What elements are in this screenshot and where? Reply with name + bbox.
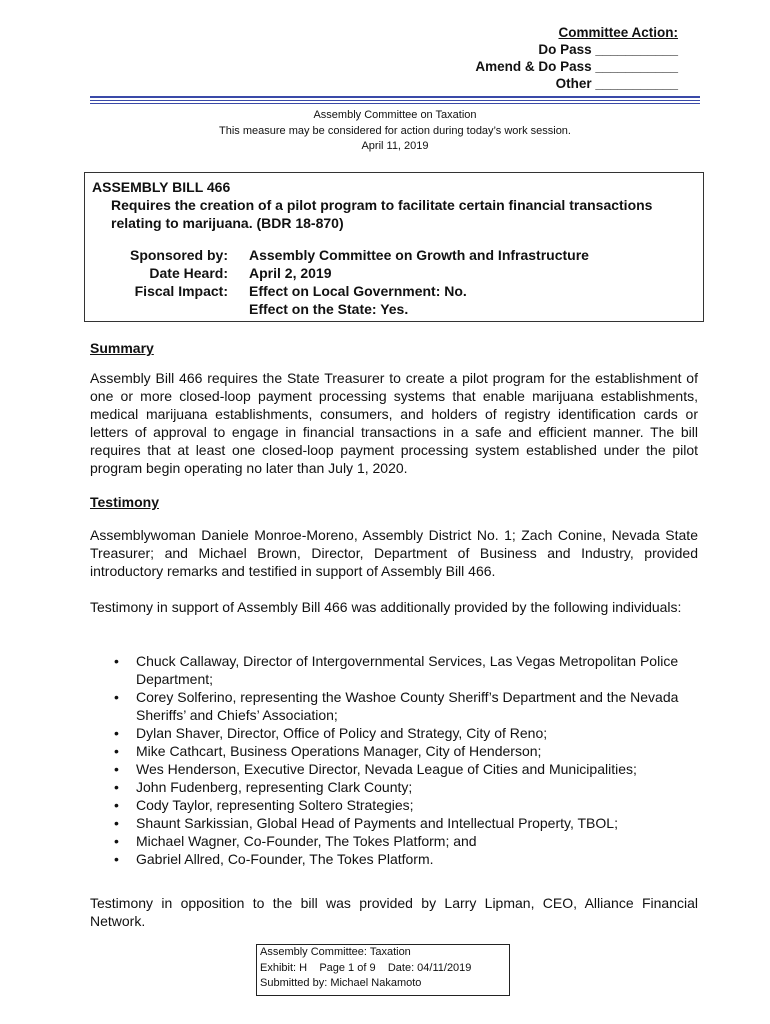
- exhibit-row: [260, 961, 506, 977]
- opposition-text: Testimony in opposition to the bill was provided by Larry Lipman, CEO, Alliance Financial Network.: [90, 895, 698, 929]
- list-item: • Michael Wagner, Co-Founder, The Tokes Platform; and: [114, 833, 477, 849]
- list-item: • John Fudenberg, representing Clark County;: [114, 779, 413, 795]
- list-item: • Wes Henderson, Executive Director, Nevada League of Cities and Municipalities;: [114, 761, 637, 777]
- exhibit-page: Page 1 of 9: [319, 961, 376, 974]
- testimony-heading: Testimony: [90, 494, 159, 510]
- summary-text: Assembly Bill 466 requires the State Treasurer to create a pilot program for the establishment of one or more closed-loop payment processing systems that enable marijuana establishments, medical marijuana establishments, consumers, and holders of registry identification cards or letters of approval to engage in financial transactions in a safe and efficient manner. The bill requires that at least one closed-loop payment processing system established under the pilot program begin operating no later than July 1, 2020.: [90, 370, 698, 476]
- list-item: • Gabriel Allred, Co-Founder, The Tokes Platform.: [114, 851, 434, 867]
- date-heard-value: April 2, 2019: [249, 265, 332, 281]
- bill-info-box: [84, 172, 704, 322]
- fiscal-impact-label: Fiscal Impact:: [134, 283, 228, 299]
- bill-number: ASSEMBLY BILL 466: [92, 179, 231, 195]
- exhibit-stamp: [256, 944, 510, 996]
- committee-action-block: [475, 24, 678, 92]
- header-rule: [90, 96, 700, 104]
- testimony-intro: Assemblywoman Daniele Monroe-Moreno, Assembly District No. 1; Zach Conine, Nevada State Treasurer; and Michael Brown, Director, Department of Business and Industry, provided introductory remarks and testified in support of Assembly Bill 466.: [90, 527, 698, 579]
- fiscal-local-value: Effect on Local Government: No.: [249, 283, 467, 299]
- sponsored-label: Sponsored by:: [129, 247, 228, 263]
- support-intro: Testimony in support of Assembly Bill 466 was additionally provided by the following individuals:: [90, 599, 682, 615]
- committee-name: Assembly Committee on Taxation: [313, 109, 477, 121]
- sponsored-value: Assembly Committee on Growth and Infrastructure: [249, 247, 589, 263]
- work-session-note: This measure may be considered for action during today’s work session.: [219, 124, 571, 137]
- do-pass-line: Do Pass ___________: [538, 42, 678, 57]
- document-heading: [90, 108, 700, 155]
- exhibit-committee: Assembly Committee: Taxation: [260, 946, 411, 958]
- exhibit-date: Date: 04/11/2019: [387, 961, 472, 974]
- exhibit-label: Exhibit: H: [260, 961, 308, 974]
- list-item: • Cody Taylor, representing Soltero Strategies;: [114, 797, 414, 813]
- supporters-list: [90, 652, 700, 868]
- list-item: • Mike Cathcart, Business Operations Manager, City of Henderson;: [114, 743, 542, 759]
- list-item: • Corey Solferino, representing the Washoe County Sheriff’s Department and the Nevada Sheriffs’ and Chiefs’ Association;: [114, 689, 679, 723]
- summary-heading: Summary: [90, 340, 154, 356]
- fiscal-state-value: Effect on the State: Yes.: [249, 301, 409, 317]
- list-item: • Shaunt Sarkissian, Global Head of Payments and Intellectual Property, TBOL;: [114, 815, 618, 831]
- committee-action-header: Committee Action:: [558, 25, 678, 40]
- list-item: • Chuck Callaway, Director of Intergovernmental Services, Las Vegas Metropolitan Police Department;: [114, 653, 679, 687]
- bill-title: Requires the creation of a pilot program to facilitate certain financial transactions relating to marijuana. (BDR 18-870): [111, 197, 653, 231]
- other-line: Other ___________: [555, 76, 678, 91]
- list-item: • Dylan Shaver, Director, Office of Policy and Strategy, City of Reno;: [114, 725, 548, 741]
- date-heard-label: Date Heard:: [149, 265, 228, 281]
- amend-do-pass-line: Amend & Do Pass ___________: [475, 59, 678, 74]
- heading-date: April 11, 2019: [361, 140, 429, 152]
- exhibit-submitted: Submitted by: Michael Nakamoto: [260, 977, 422, 989]
